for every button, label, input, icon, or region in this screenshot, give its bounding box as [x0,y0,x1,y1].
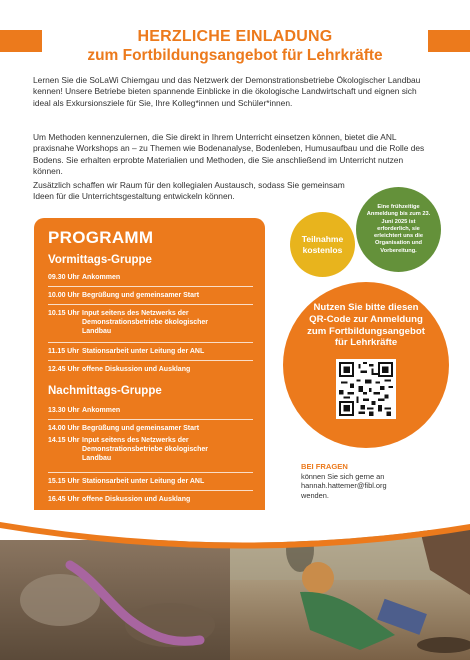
schedule-row [48,495,258,504]
schedule-text: Stationsarbeit unter Leitung der ANL [82,348,205,355]
schedule-row [48,291,258,300]
intro-paragraph-2: Um Methoden kennenzulernen, die Sie direkt in Ihrem Unterricht einsetzen können, bietet die ANL praxisnahe Workshops an – zu Themen wie Bodenanalyse, Bodenleben, Humusaufbau und die Rolle des Bodens. Sie erhalten erprobte Materialien und Methoden, die Sie anschließend im Unterricht nutzen können. [33,132,425,176]
schedule-row [48,436,258,464]
free-participation-badge [290,212,355,277]
intro-paragraph-1: Lernen Sie die SoLaWi Chiemgau und das Netzwerk der Demonstrationsbetriebe Ökologischer Landbau kennen! Unsere Betriebe bieten spannende Einblicke in die ökologische Landwirtschaft und eignen sich ideal als Exkursionsziele für Sie, Ihre Kolleg*innen und Schüler*innen. [33,75,421,108]
schedule-divider [48,360,253,361]
contact-line: wenden. [301,490,329,500]
schedule-divider [48,490,253,491]
schedule-text: Stationsarbeit unter Leitung der ANL [82,478,205,485]
schedule-row [48,424,258,433]
contact-line: können Sie sich gerne an [301,471,385,481]
morning-group-title: Vormittags-Gruppe [48,254,152,266]
invitation-subtitle: zum Fortbildungsangebot für Lehrkräfte [87,47,383,64]
contact-heading: BEI FRAGEN [301,462,348,471]
schedule-row [48,309,258,337]
schedule-row [48,365,258,374]
schedule-text: Ankommen [82,274,121,281]
schedule-time: 14.15 Uhr [48,437,80,444]
schedule-text: offene Diskussion und Ausklang [82,366,191,373]
free-participation-text: Teilnahme kostenlos [301,234,344,255]
schedule-time: 11.15 Uhr [48,348,80,355]
schedule-text: Begrüßung und gemeinsamer Start [82,425,200,432]
program-title: PROGRAMM [48,228,154,247]
schedule-row [48,406,258,415]
schedule-divider [48,342,253,343]
schedule-time: 10.00 Uhr [48,292,80,299]
contact-email-link[interactable]: hannah.hattemer@fibl.org [301,481,387,491]
schedule-time: 14.00 Uhr [48,425,80,432]
schedule-divider [48,472,253,473]
qr-registration-badge [283,282,449,448]
schedule-time: 09.30 Uhr [48,274,80,281]
schedule-text: Ankommen [82,407,121,414]
qr-prompt-text: Nutzen Sie bitte diesen QR-Code zur Anmeldung zum Fortbildungsangebot für Lehrkräfte [307,302,425,349]
schedule-text: Input seitens des Netzwerks der Demonstrationsbetriebe ökologischer Landbau [82,437,209,463]
registration-deadline-text: Eine frühzeitige Anmeldung bis zum 23. Juni 2025 ist erforderlich, sie erleichtert uns die Organisation und Vorbereitung. [366,204,431,254]
schedule-time: 15.15 Uhr [48,478,80,485]
intro-paragraph-3: Zusätzlich schaffen wir Raum für den kollegialen Austausch, sodass Sie gemeinsam Ideen für die Unterrichtsgestaltung entwickeln können. [33,180,345,202]
schedule-text: Begrüßung und gemeinsamer Start [82,292,200,299]
schedule-text: Input seitens des Netzwerks der Demonstrationsbetriebe ökologischer Landbau [82,310,209,336]
schedule-time: 16.45 Uhr [48,496,80,503]
schedule-row [48,477,258,486]
schedule-divider [48,286,253,287]
schedule-text: offene Diskussion und Ausklang [82,496,191,503]
schedule-time: 13.30 Uhr [48,407,80,414]
qr-code-icon [339,362,393,416]
invitation-title: HERZLICHE EINLADUNG [137,28,333,45]
footer-photo-strip [0,510,470,660]
schedule-row [48,347,258,356]
afternoon-group-title: Nachmittags-Gruppe [48,385,162,397]
child-head-icon [302,562,334,594]
schedule-row [48,273,258,282]
registration-deadline-badge [356,187,441,272]
program-box [34,218,265,520]
schedule-divider [48,419,253,420]
contact-block [301,462,387,500]
qr-code[interactable] [336,359,396,419]
schedule-time: 10.15 Uhr [48,310,80,317]
schedule-time: 12.45 Uhr [48,366,80,373]
schedule-divider [48,304,253,305]
